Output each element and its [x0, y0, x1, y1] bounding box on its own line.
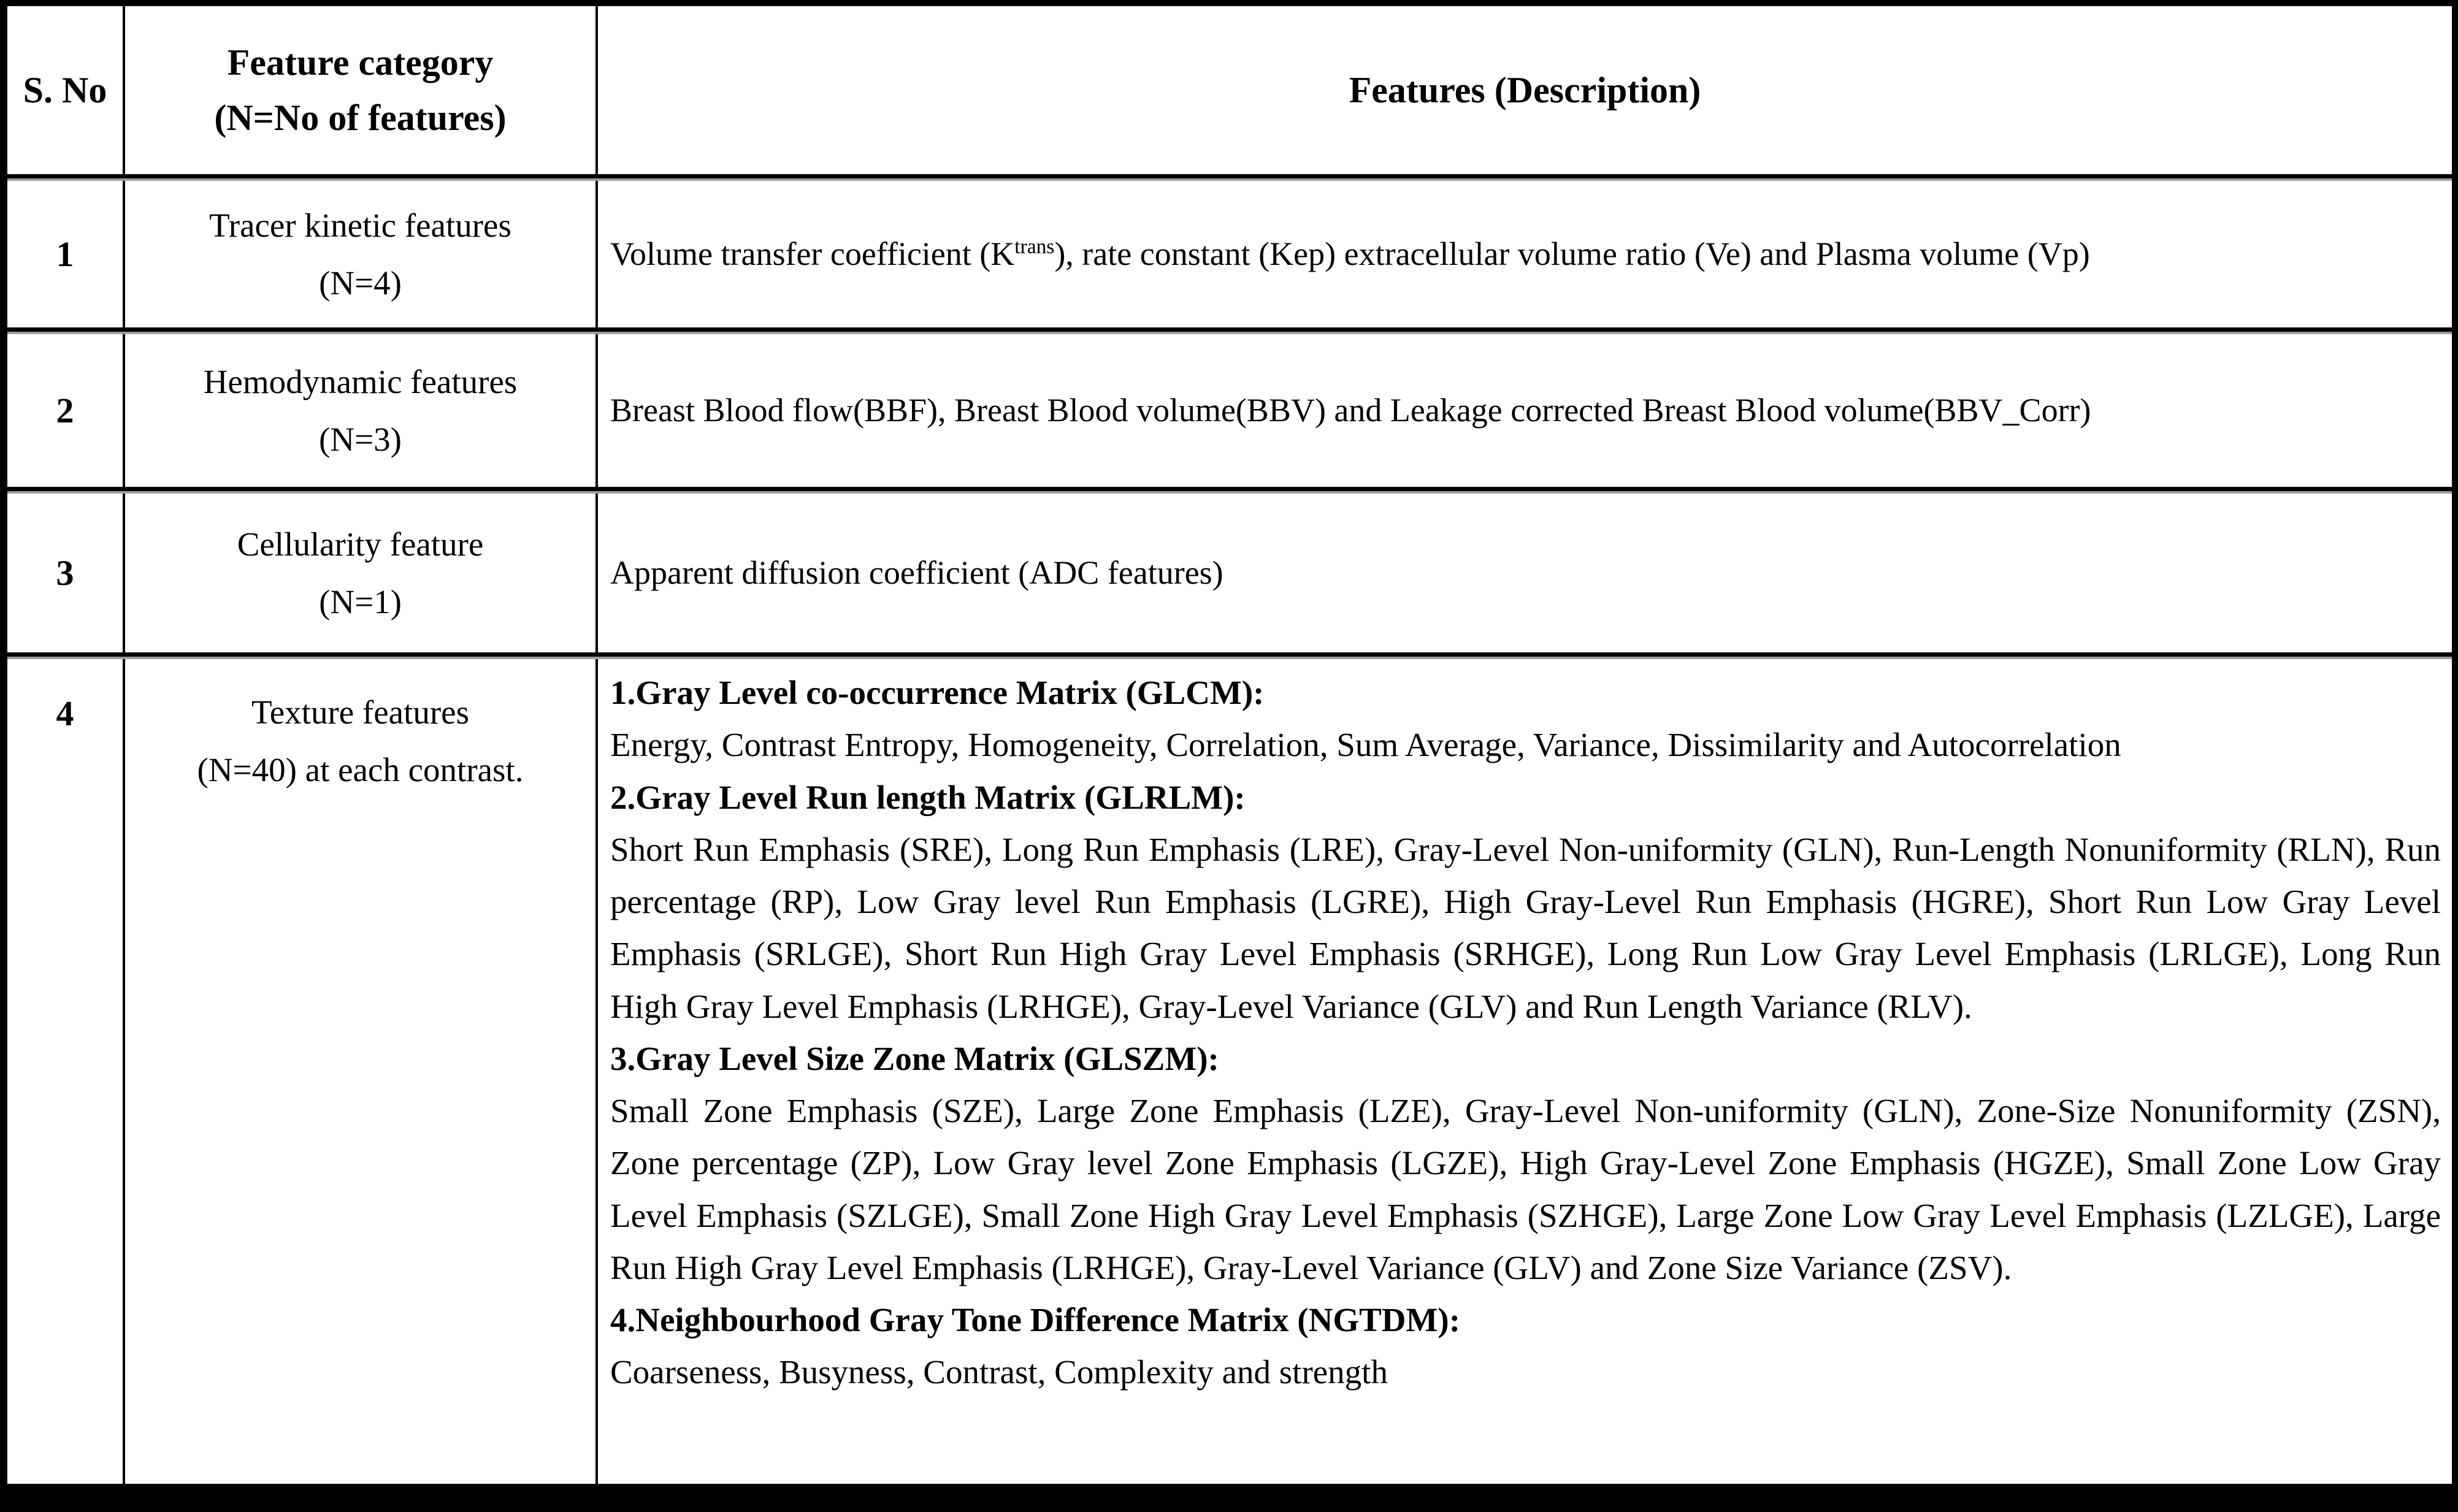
- row3-category-line2: (N=1): [319, 582, 402, 620]
- row2-sno: 2: [7, 334, 125, 487]
- header-sno: S. No: [7, 6, 125, 174]
- header-category-line1: Feature category: [227, 42, 494, 83]
- row2-category-text: [204, 353, 518, 468]
- row3-category-text: [237, 516, 484, 630]
- row4-category: [125, 659, 598, 1484]
- row1-category: [125, 181, 598, 327]
- ngtdm-title: 4.Neighbourhood Gray Tone Difference Matrix (NGTDM):: [610, 1301, 1461, 1338]
- glrlm-features: Short Run Emphasis (SRE), Long Run Emphasis (LRE), Gray-Level Non-uniformity (GLN), Run-Length Nonuniformity (RLN), Run percentage (RP), Low Gray level Run Emphasis (LGRE), High Gray-Level Run Emphasis (HGRE), Short Run Low Gray Level Emphasis (SRLGE), Short Run High Gray Level Emphasis (SRHGE), Long Run Low Gray Level Emphasis (LRLGE), Long Run High Gray Level Emphasis (LRHGE), Gray-Level Variance (GLV) and Run Length Variance (RLV).: [610, 830, 2441, 1025]
- glszm-features: Small Zone Emphasis (SZE), Large Zone Emphasis (LZE), Gray-Level Non-uniformity (GLN), Zone-Size Nonuniformity (ZSN), Zone percentage (ZP), Low Gray level Zone Emphasis (LGZE), High Gray-Level Zone Emphasis (HGZE), Small Zone Low Gray Level Emphasis (SZLGE), Small Zone High Gray Level Emphasis (SZHGE), Large Zone Low Gray Level Emphasis (LZLGE), Large Run High Gray Level Emphasis (LRHGE), Gray-Level Variance (GLV) and Zone Size Variance (ZSV).: [610, 1092, 2441, 1286]
- row1-description-cell: [598, 181, 2452, 327]
- row-divider: [7, 487, 2452, 494]
- header-row: [7, 6, 2452, 174]
- row1-description: [598, 223, 2099, 285]
- row2-category-line2: (N=3): [319, 420, 402, 458]
- row3-category: [125, 494, 598, 652]
- row-divider: [7, 327, 2452, 334]
- row3-sno: 3: [7, 494, 125, 652]
- glszm-title: 3.Gray Level Size Zone Matrix (GLSZM):: [610, 1039, 1219, 1077]
- row4-category-text: [197, 684, 524, 798]
- header-category: [125, 6, 598, 174]
- header-features: Features (Description): [1349, 70, 1701, 110]
- row4-description-cell: [598, 659, 2452, 1484]
- glcm-features: Energy, Contrast Entropy, Homogeneity, Correlation, Sum Average, Variance, Dissimilarity and Autocorrelation: [610, 726, 2121, 764]
- row4-category-line1: Texture features: [251, 693, 469, 731]
- row4-sno: 4: [7, 659, 125, 1484]
- row2-description-cell: [598, 334, 2452, 487]
- header-category-line2: (N=No of features): [214, 97, 507, 138]
- features-table: [7, 6, 2452, 1484]
- row1-desc-pre: Volume transfer coefficient (K: [610, 235, 1015, 272]
- row3-description-cell: [598, 494, 2452, 652]
- row1-desc-post: ), rate constant (Kep) extracellular volume ratio (Ve) and Plasma volume (Vp): [1054, 235, 2090, 272]
- row-divider: [7, 174, 2452, 181]
- table-row: [7, 494, 2452, 652]
- glcm-title: 1.Gray Level co-occurrence Matrix (GLCM):: [610, 674, 1265, 711]
- glrlm-title: 2.Gray Level Run length Matrix (GLRLM):: [610, 778, 1246, 816]
- header-category-text: [214, 35, 506, 145]
- table-row: [7, 659, 2452, 1484]
- row1-sno: 1: [7, 181, 125, 327]
- row2-category: [125, 334, 598, 487]
- ngtdm-features: Coarseness, Busyness, Contrast, Complexity and strength: [610, 1353, 1388, 1391]
- row2-description: Breast Blood flow(BBF), Breast Blood volume(BBV) and Leakage corrected Breast Blood volume(BBV_Corr): [610, 392, 2091, 429]
- table-row: [7, 181, 2452, 327]
- row3-description: Apparent diffusion coefficient (ADC features): [610, 554, 1223, 591]
- row2-category-line1: Hemodynamic features: [203, 363, 518, 400]
- row-divider: [7, 652, 2452, 659]
- row1-desc-superscript: trans: [1014, 235, 1055, 258]
- row1-category-text: [209, 197, 511, 311]
- row1-category-line2: (N=4): [319, 264, 402, 302]
- row4-description: [598, 659, 2452, 1405]
- row1-category-line1: Tracer kinetic features: [209, 207, 511, 244]
- row4-category-line2: (N=40) at each contrast.: [197, 750, 524, 788]
- row3-category-line1: Cellularity feature: [237, 525, 484, 563]
- table-row: [7, 334, 2452, 487]
